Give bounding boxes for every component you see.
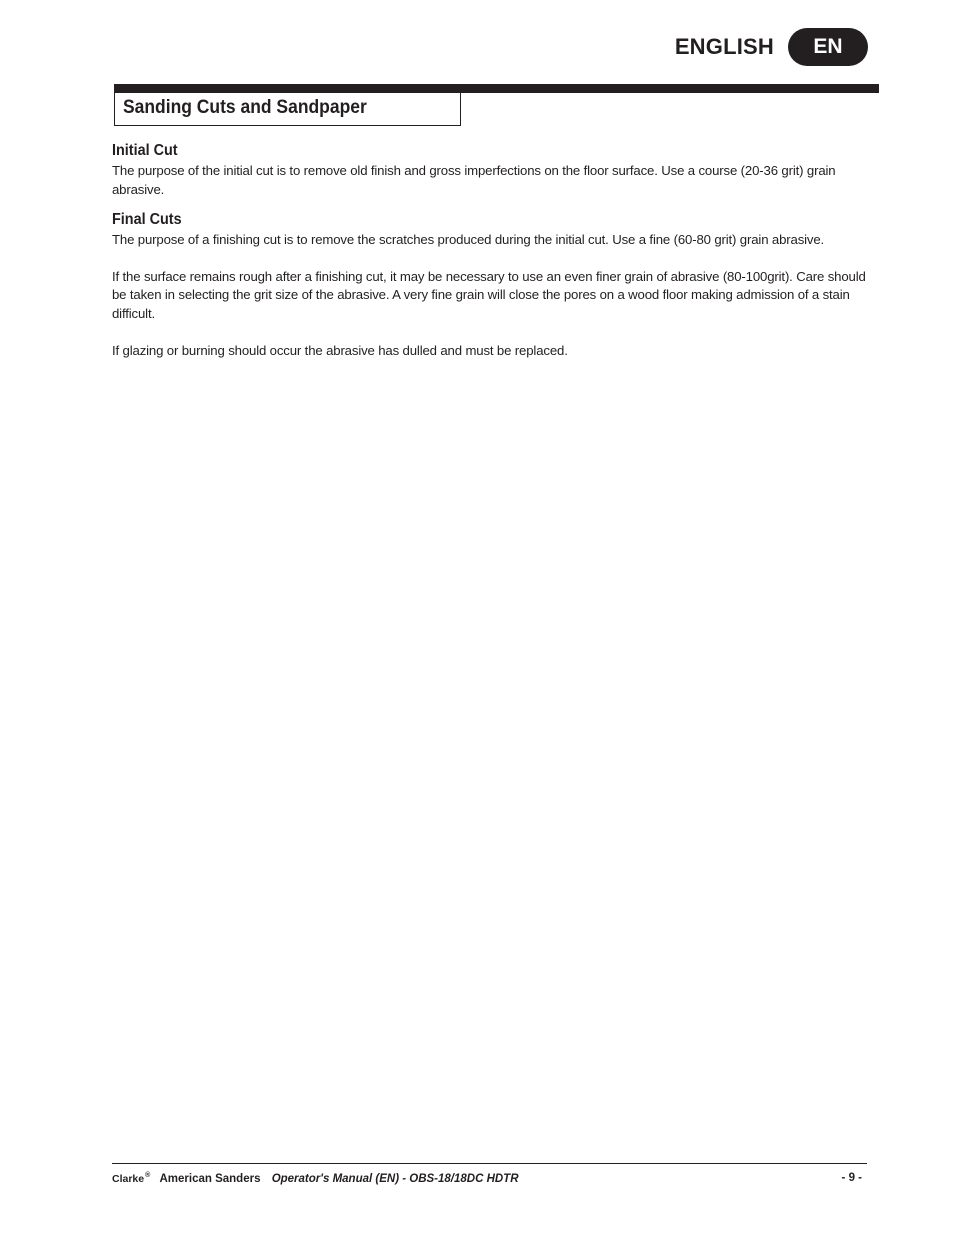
section-title-box	[114, 93, 461, 126]
footer-brand: Clarke	[112, 1172, 145, 1185]
footer-rule	[112, 1163, 867, 1164]
page-number: - 9 -	[841, 1172, 862, 1184]
final-cuts-text: The purpose of a finishing cut is to remove the scratches produced during the initial cut. Use a fine (60-80 grit) grain abrasive.	[112, 232, 825, 248]
finer-grain-text: If the surface remains rough after a finishing cut, it may be necessary to use an even finer grain of abrasive (80-100grit). Care should be taken in selecting the grit size of the abrasive. A very fine grain will close the pores on a wood floor making admission of a stain difficult.	[112, 268, 866, 321]
footer-company: American Sanders	[159, 1172, 261, 1185]
footer-manual-title: Operator's Manual (EN) - OBS-18/18DC HDTR	[271, 1172, 519, 1185]
glazing-text: If glazing or burning should occur the abrasive has dulled and must be replaced.	[112, 342, 568, 358]
language-header	[675, 28, 868, 66]
section-rule	[114, 84, 879, 93]
final-cuts-heading: Final Cuts	[112, 211, 182, 229]
footer-left	[112, 1172, 519, 1185]
initial-cut-text: The purpose of the initial cut is to remove old finish and gross imperfections on the floor surface. Use a course (20-36 grit) grain abrasive.	[112, 163, 836, 197]
language-badge: EN	[788, 28, 868, 66]
language-label: ENGLISH	[674, 34, 774, 59]
initial-cut-heading: Initial Cut	[112, 142, 178, 159]
registered-mark: ®	[145, 1172, 151, 1179]
page-footer	[112, 1172, 862, 1190]
page-content	[112, 140, 872, 360]
section-title: Sanding Cuts and Sandpaper	[123, 97, 367, 118]
